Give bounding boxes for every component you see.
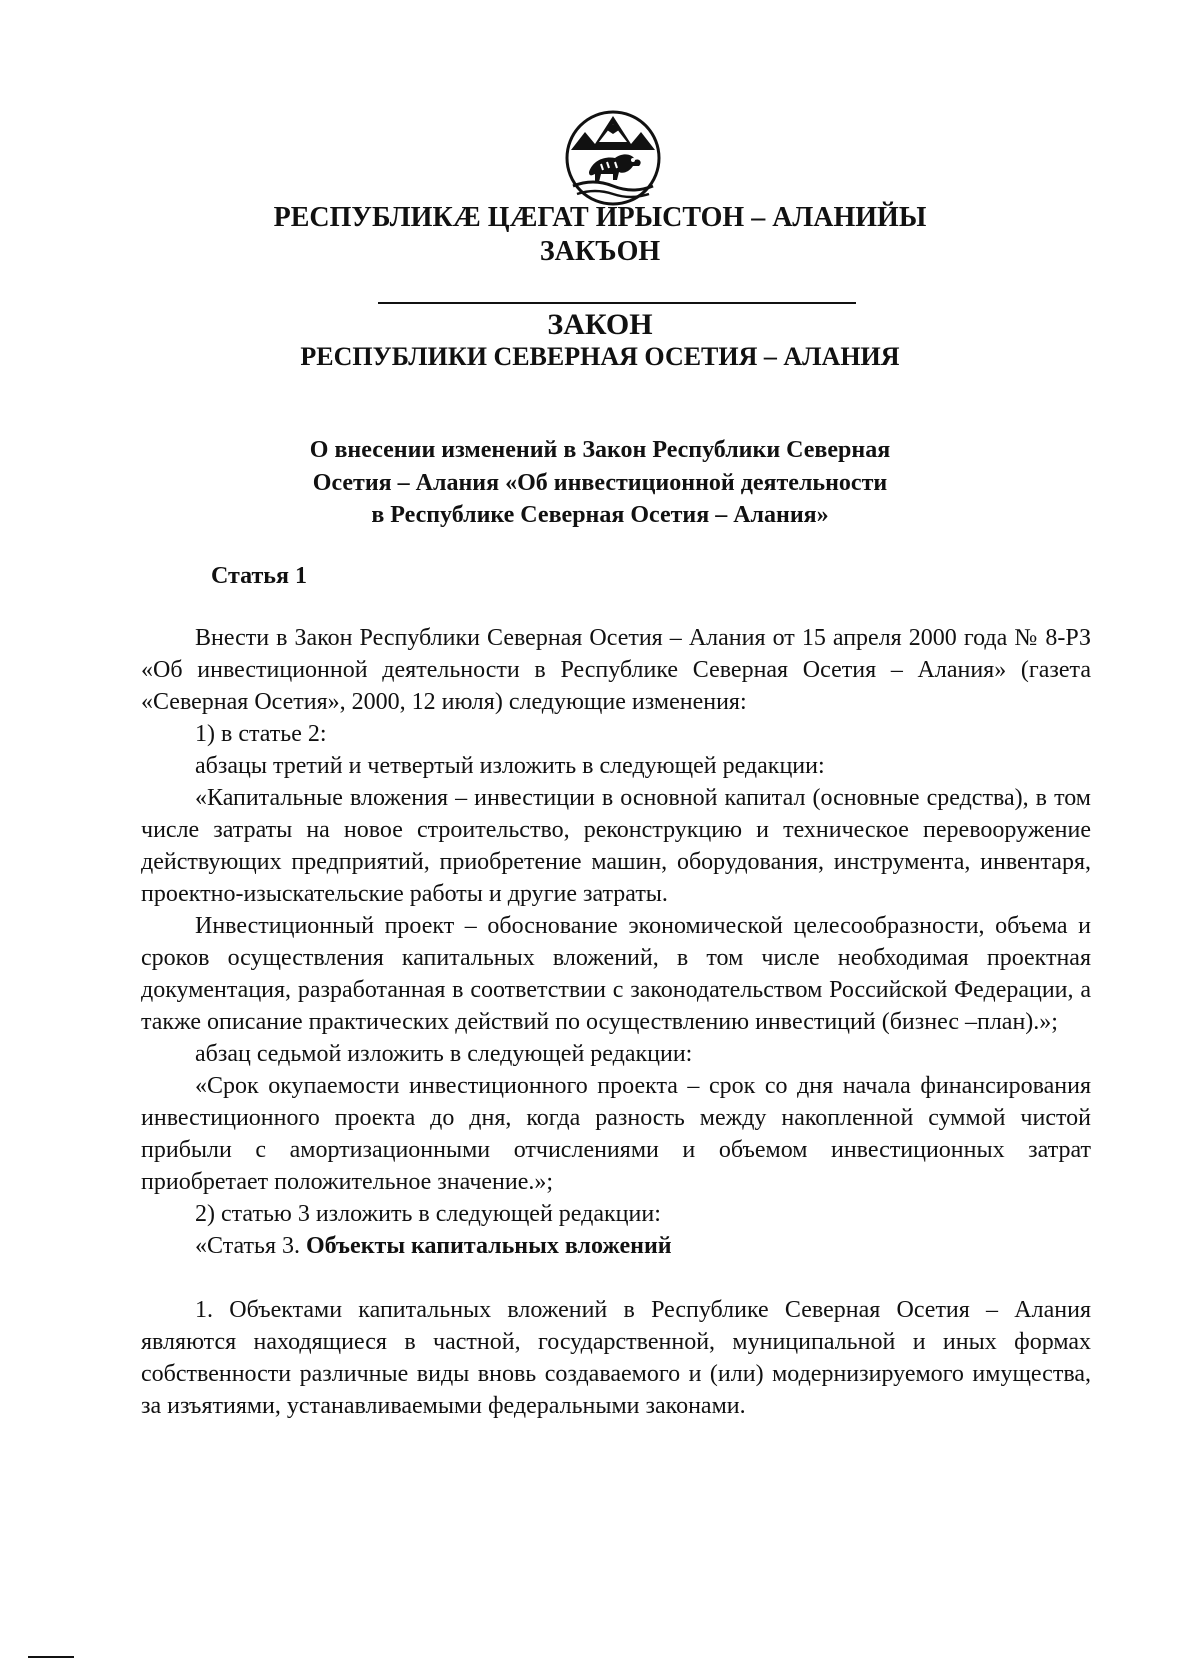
article-3-prefix: «Статья 3. [195,1233,306,1259]
republic-title: РЕСПУБЛИКИ СЕВЕРНАЯ ОСЕТИЯ – АЛАНИЯ [300,342,900,371]
list-item-1: 1) в статье 2: [195,721,327,747]
coat-of-arms-emblem [563,108,663,208]
article-heading: Статья 1 [211,563,307,589]
law-title: ЗАКОН [547,308,653,341]
paragraph-spacer [141,1262,1091,1294]
amendment-paragraph-a: абзацы третий и четвертый изложить в следующей редакции: [195,753,825,779]
quote-investment-project: Инвестиционный проект – обоснование экономической целесообразности, объема и сроков осуществления капитальных вложений, в том числе необходимая проектная документация, разработанная в соответствии с законодательством Российской Федерации, а также описание практических действий по осуществлению инвестиций (бизнес –план).»; [141,913,1091,1035]
article-3-title: Объекты капитальных вложений [305,1233,672,1259]
article-3-paragraph-1: 1. Объектами капитальных вложений в Республике Северная Осетия – Алания являются находящиеся в частной, государственной, муниципальной и иных формах собственности различные виды вновь создаваемого и (или) модернизируемого имущества, за изъятиями, устанавливаемыми федеральными законами. [141,1297,1091,1419]
page-footer-mark [28,1656,74,1658]
list-item-2: 2) статью 3 изложить в следующей редакции: [195,1201,661,1227]
quote-payback-period: «Срок окупаемости инвестиционного проекта – срок со дня начала финансирования инвестиционного проекта до дня, когда разность между накопленной суммой чистой прибыли с амортизационными отчислениями и объемом инвестиционных затрат приобретает положительное значение.»; [141,1073,1091,1195]
amendment-paragraph-b: абзац седьмой изложить в следующей редакции: [195,1041,693,1067]
law-subject-line-3: в Республике Северная Осетия – Алания» [371,502,829,528]
ossetian-republic-title: РЕСПУБЛИКÆ ЦÆГАТ ИРЫСТОН – АЛАНИЙЫ [273,202,927,233]
law-subject-line-1: О внесении изменений в Закон Республики Северная [309,437,891,463]
quote-capital-investments: «Капитальные вложения – инвестиции в основной капитал (основные средства), в том числе затраты на новое строительство, реконструкцию и техническое перевооружение действующих предприятий, приобретение машин, оборудования, инструмента, инвентаря, проектно-изыскательские работы и другие затраты. [141,785,1091,907]
article-body [141,622,1091,1422]
header-divider [378,302,856,304]
article-3-heading [141,1230,1091,1262]
ossetian-law-title: ЗАКЪОН [539,236,661,267]
law-subject-line-2: Осетия – Алания «Об инвестиционной деятельности [312,470,888,496]
intro-paragraph: Внести в Закон Республики Северная Осетия – Алания от 15 апреля 2000 года № 8-РЗ «Об инвестиционной деятельности в Республике Северная Осетия – Алания» (газета «Северная Осетия», 2000, 12 июля) следующие изменения: [141,625,1091,715]
